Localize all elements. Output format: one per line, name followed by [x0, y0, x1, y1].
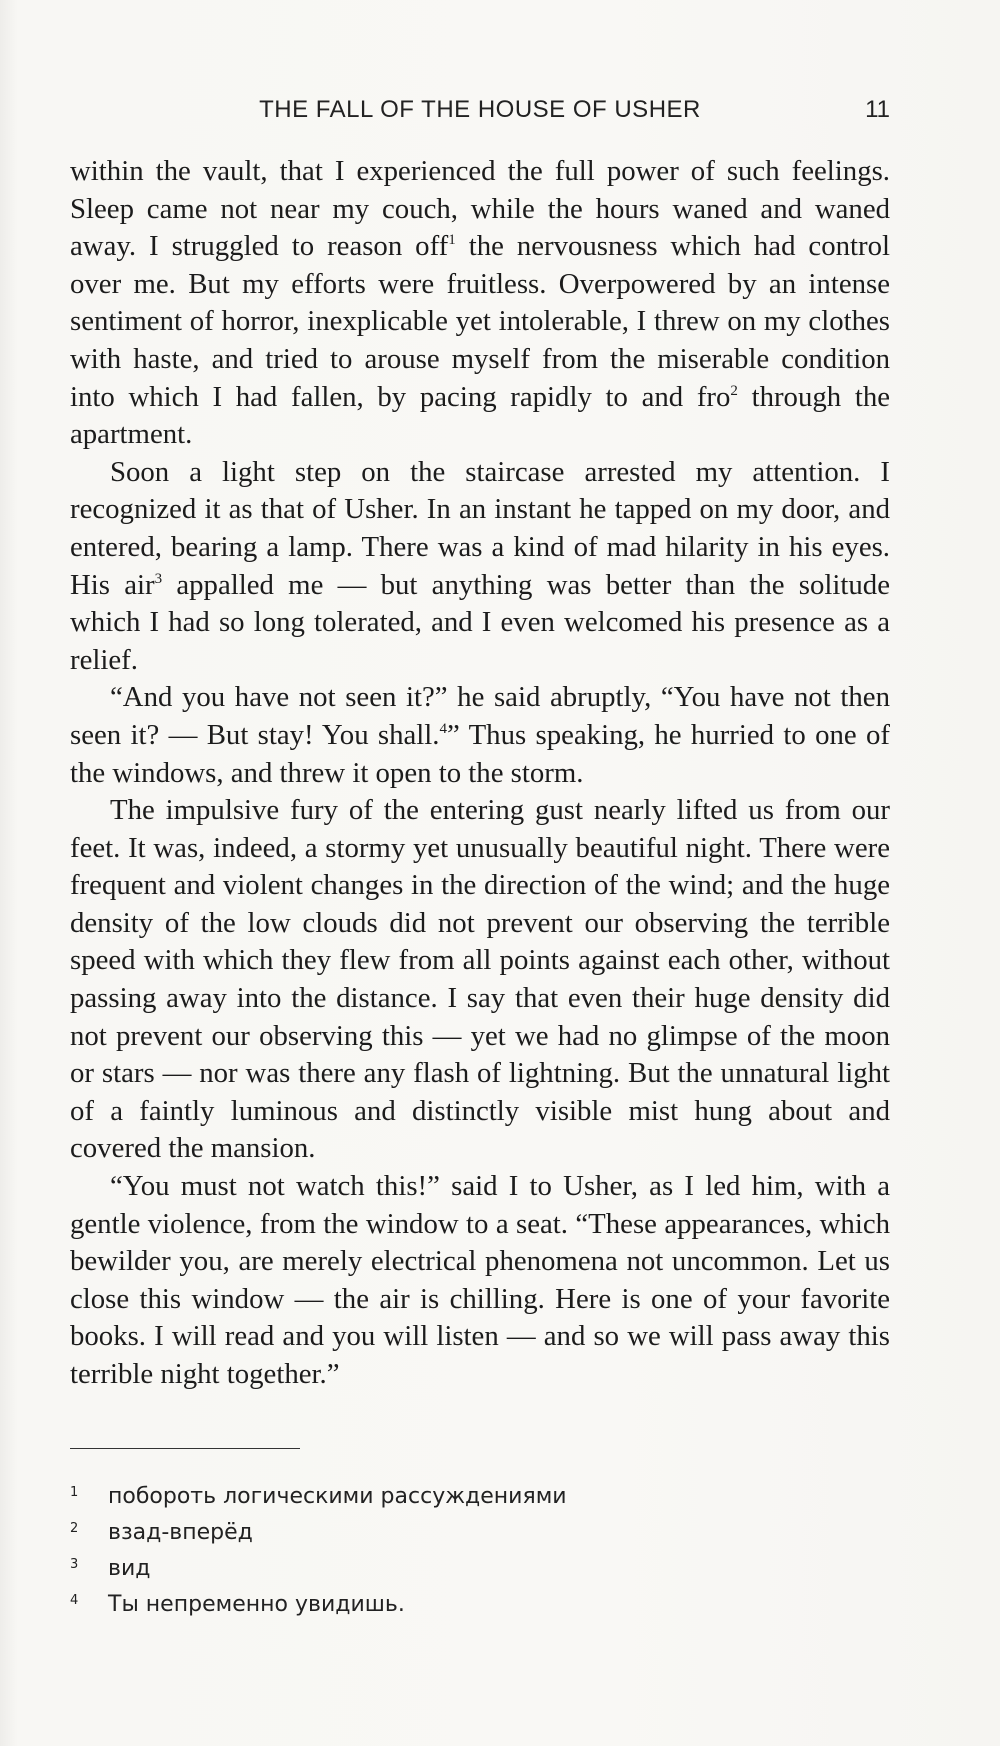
paragraph-text: The impulsive fury of the entering gust nearly lifted us from our feet. It was, indeed, a stormy yet unusually beautiful night. There were frequent and violent changes in the direction of the wind; and the huge density of the low clouds did not prevent our observing the terrible speed with which they flew from all points against each other, without passing away into the distance. I say that even their huge density did not prevent our observing this — yet we had no glimpse of the moon or stars — nor was there any flash of lightning. But the unnatural light of a faintly luminous and distinctly visible mist hung about and covered the mansion. [70, 794, 890, 1165]
body-text [70, 153, 890, 1394]
footnote-text: побороть логическими рассуждениями [108, 1484, 567, 1509]
running-title: THE FALL OF THE HOUSE OF USHER [259, 96, 701, 123]
footnote-marker: 4 [439, 720, 447, 737]
footnote-marker: 3 [154, 570, 163, 587]
footnote [70, 1475, 890, 1511]
paragraph [70, 792, 890, 1168]
paragraph-text: Soon a light step on the staircase arrested my attention. I recognized it as that of Usher. In an instant he tapped on my door, and entered, bearing a lamp. There was a kind of mad hilarity in his eyes. His air [70, 455, 890, 601]
paragraph [70, 454, 890, 680]
footnote-number: 1 [70, 1485, 79, 1500]
paragraph-text: “You must not watch this!” said I to Usher, as I led him, with a gentle violence, from the window to a seat. “These appearances, which bewilder you, are merely electrical phenomena not uncommon. Let us close this window — the air is chilling. Here is one of your favorite books. I will read and you will listen — and so we will pass away this terrible night together.” [70, 1170, 890, 1390]
footnote [70, 1583, 890, 1619]
paragraph-text: appalled me — but anything was better than the solitude which I had so long tolerated, and I even welcomed his presence as a relief. [70, 568, 890, 676]
running-head [70, 96, 890, 136]
paragraph-text: the nervousness which had control over me. But my efforts were fruitless. Overpowered by an intense sentiment of horror, inexplicable yet intolerable, I threw on my clothes with haste, and tried to arouse myself from the miserable condition into which I had fallen, by pacing rapidly to and fro [70, 230, 890, 413]
paragraph [70, 679, 890, 792]
footnote-text: взад-вперёд [108, 1520, 253, 1545]
paragraph-text: “And you have not seen it?” he said abruptly, “You have not then seen it? — But stay! You shall. [70, 681, 890, 751]
paragraph-text: ” Thus speaking, he hurried to one of the windows, and threw it open to the storm. [70, 718, 890, 789]
footnote-text: вид [108, 1556, 151, 1581]
footnote-marker: 1 [448, 232, 456, 249]
footnote-divider [70, 1448, 300, 1449]
paragraph [70, 1168, 890, 1394]
paragraph-text: through the apartment. [70, 380, 890, 451]
footnote-number: 4 [70, 1593, 79, 1608]
paragraph-text: within the vault, that I experienced the full power of such feelings. Sleep came not near my couch, while the hours waned and waned away. I struggled to reason off [70, 155, 890, 263]
paragraph [70, 153, 890, 454]
footnote [70, 1547, 890, 1583]
footnote-text: Ты непременно увидишь. [108, 1592, 405, 1617]
footnote [70, 1511, 890, 1547]
footnote-marker: 2 [730, 382, 738, 399]
page-number: 11 [865, 96, 890, 123]
footnotes [70, 1475, 890, 1619]
footnote-number: 3 [70, 1557, 79, 1572]
footnote-number: 2 [70, 1521, 79, 1536]
